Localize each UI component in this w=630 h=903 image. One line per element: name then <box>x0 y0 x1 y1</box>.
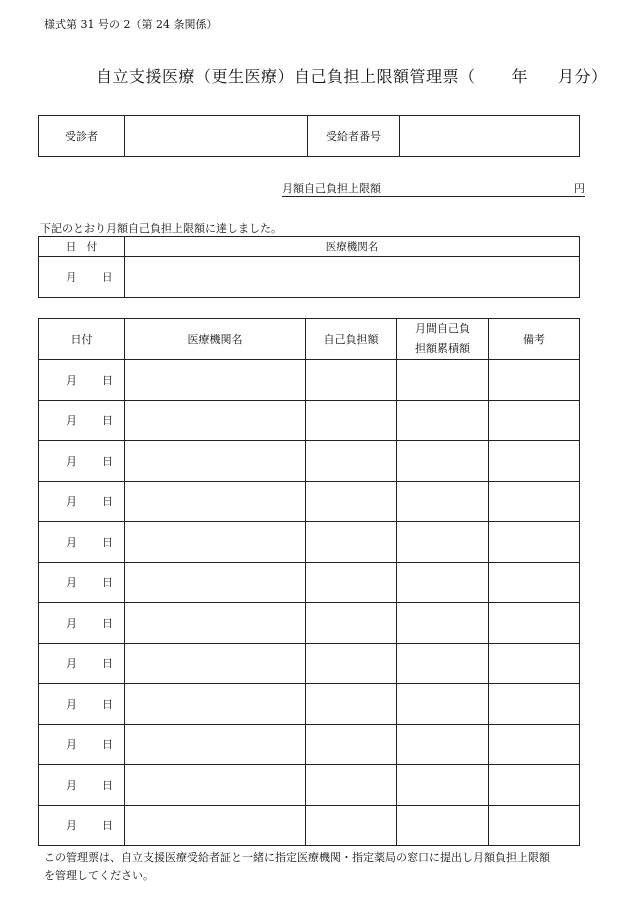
ledger-remarks-field[interactable] <box>489 765 580 806</box>
header-cumulative <box>397 319 489 360</box>
footer-line-1: この管理票は、自立支援医療受給者証と一緒に指定医療機関・指定薬局の窓口に提出し月額負担上限額 <box>44 851 550 864</box>
month-label: 月 <box>66 819 77 833</box>
ledger-institution-field[interactable] <box>125 360 306 401</box>
ledger-institution-field[interactable] <box>125 724 306 765</box>
ledger-copay-field[interactable] <box>306 724 397 765</box>
day-label: 日 <box>102 616 113 630</box>
ledger-copay-field[interactable] <box>306 522 397 563</box>
monthly-ledger-table <box>38 318 580 846</box>
ledger-row <box>39 805 580 846</box>
ledger-institution-field[interactable] <box>125 805 306 846</box>
patient-name-field[interactable] <box>125 116 308 157</box>
ledger-row <box>39 400 580 441</box>
recipient-number-field[interactable] <box>400 116 580 157</box>
month-label: 月 <box>66 373 77 387</box>
patient-label: 受診者 <box>39 116 125 157</box>
ledger-institution-field[interactable] <box>125 400 306 441</box>
ledger-row <box>39 562 580 603</box>
ledger-copay-field[interactable] <box>306 400 397 441</box>
day-label: 日 <box>102 738 113 752</box>
ledger-cumulative-field[interactable] <box>397 481 489 522</box>
monthly-limit-label: 月額自己負担上限額 <box>282 182 381 195</box>
title-main: 自立支援医療（更生医療）自己負担上限額管理票（ <box>96 67 476 86</box>
ledger-cumulative-field[interactable] <box>397 603 489 644</box>
ledger-cumulative-field[interactable] <box>397 360 489 401</box>
ledger-cumulative-field[interactable] <box>397 765 489 806</box>
month-label: 月 <box>66 738 77 752</box>
monthly-limit-unit: 円 <box>574 182 585 195</box>
ledger-institution-field[interactable] <box>125 684 306 725</box>
ledger-cumulative-field[interactable] <box>397 522 489 563</box>
page-title <box>96 64 608 87</box>
ledger-copay-field[interactable] <box>306 603 397 644</box>
ledger-date-cell[interactable] <box>39 441 125 482</box>
month-label: 月 <box>66 576 77 590</box>
ledger-cumulative-field[interactable] <box>397 684 489 725</box>
ledger-institution-field[interactable] <box>125 481 306 522</box>
day-label: 日 <box>102 657 113 671</box>
day-label: 日 <box>102 819 113 833</box>
month-label: 月 <box>66 454 77 468</box>
ledger-row <box>39 684 580 725</box>
reached-date-header: 日 付 <box>39 237 125 257</box>
ledger-institution-field[interactable] <box>125 562 306 603</box>
day-label: 日 <box>102 454 113 468</box>
ledger-remarks-field[interactable] <box>489 643 580 684</box>
ledger-cumulative-field[interactable] <box>397 400 489 441</box>
ledger-remarks-field[interactable] <box>489 684 580 725</box>
ledger-copay-field[interactable] <box>306 481 397 522</box>
day-label: 日 <box>102 271 113 284</box>
ledger-copay-field[interactable] <box>306 562 397 603</box>
header-institution: 医療機関名 <box>125 319 306 360</box>
day-label: 日 <box>102 535 113 549</box>
ledger-row <box>39 724 580 765</box>
month-label: 月 <box>66 616 77 630</box>
month-label: 月 <box>66 697 77 711</box>
ledger-remarks-field[interactable] <box>489 522 580 563</box>
recipient-number-label: 受給者番号 <box>308 116 400 157</box>
ledger-copay-field[interactable] <box>306 643 397 684</box>
ledger-cumulative-field[interactable] <box>397 805 489 846</box>
month-label: 月 <box>66 657 77 671</box>
month-label: 月 <box>66 271 77 284</box>
ledger-date-cell[interactable] <box>39 724 125 765</box>
ledger-date-cell[interactable] <box>39 562 125 603</box>
patient-info-table <box>38 115 580 157</box>
ledger-date-cell[interactable] <box>39 400 125 441</box>
limit-reached-table <box>38 236 580 298</box>
ledger-date-cell[interactable] <box>39 684 125 725</box>
ledger-date-cell[interactable] <box>39 805 125 846</box>
ledger-remarks-field[interactable] <box>489 805 580 846</box>
ledger-copay-field[interactable] <box>306 360 397 401</box>
day-label: 日 <box>102 414 113 428</box>
limit-reached-notice: 下記のとおり月額自己負担上限額に達しました。 <box>40 222 282 235</box>
day-label: 日 <box>102 495 113 509</box>
ledger-copay-field[interactable] <box>306 805 397 846</box>
ledger-remarks-field[interactable] <box>489 360 580 401</box>
ledger-date-cell[interactable] <box>39 643 125 684</box>
ledger-cumulative-field[interactable] <box>397 562 489 603</box>
ledger-institution-field[interactable] <box>125 522 306 563</box>
ledger-institution-field[interactable] <box>125 643 306 684</box>
ledger-remarks-field[interactable] <box>489 724 580 765</box>
ledger-institution-field[interactable] <box>125 765 306 806</box>
ledger-date-cell[interactable] <box>39 360 125 401</box>
ledger-row <box>39 360 580 401</box>
footer-line-2: を管理してください。 <box>44 869 154 882</box>
header-date: 日付 <box>39 319 125 360</box>
ledger-remarks-field[interactable] <box>489 400 580 441</box>
ledger-row <box>39 643 580 684</box>
ledger-date-cell[interactable] <box>39 603 125 644</box>
ledger-remarks-field[interactable] <box>489 441 580 482</box>
ledger-date-cell[interactable] <box>39 765 125 806</box>
ledger-copay-field[interactable] <box>306 684 397 725</box>
month-label: 月 <box>66 535 77 549</box>
ledger-institution-field[interactable] <box>125 441 306 482</box>
ledger-remarks-field[interactable] <box>489 603 580 644</box>
reached-institution-header: 医療機関名 <box>125 237 580 257</box>
month-label: 月 <box>66 414 77 428</box>
day-label: 日 <box>102 576 113 590</box>
ledger-row <box>39 441 580 482</box>
header-copay: 自己負担額 <box>306 319 397 360</box>
title-month: 月分） <box>558 67 608 86</box>
ledger-cumulative-field[interactable] <box>397 643 489 684</box>
ledger-remarks-field[interactable] <box>489 562 580 603</box>
ledger-copay-field[interactable] <box>306 765 397 806</box>
day-label: 日 <box>102 697 113 711</box>
ledger-date-cell[interactable] <box>39 481 125 522</box>
month-label: 月 <box>66 495 77 509</box>
ledger-remarks-field[interactable] <box>489 481 580 522</box>
ledger-cumulative-field[interactable] <box>397 724 489 765</box>
day-label: 日 <box>102 778 113 792</box>
header-remarks: 備考 <box>489 319 580 360</box>
reached-institution-field[interactable] <box>125 257 580 298</box>
form-number: 様式第 31 号の 2（第 24 条関係） <box>44 18 218 31</box>
ledger-copay-field[interactable] <box>306 441 397 482</box>
reached-date-cell[interactable] <box>39 257 125 298</box>
ledger-row <box>39 522 580 563</box>
day-label: 日 <box>102 373 113 387</box>
ledger-date-cell[interactable] <box>39 522 125 563</box>
header-cumulative-line2: 担額累積額 <box>415 342 470 355</box>
ledger-cumulative-field[interactable] <box>397 441 489 482</box>
ledger-row <box>39 481 580 522</box>
ledger-row <box>39 603 580 644</box>
month-label: 月 <box>66 778 77 792</box>
title-year: 年 <box>511 67 529 86</box>
ledger-row <box>39 765 580 806</box>
header-cumulative-line1: 月間自己負 <box>415 322 470 335</box>
monthly-limit-line[interactable] <box>282 180 585 197</box>
footer-note <box>44 849 589 885</box>
ledger-institution-field[interactable] <box>125 603 306 644</box>
